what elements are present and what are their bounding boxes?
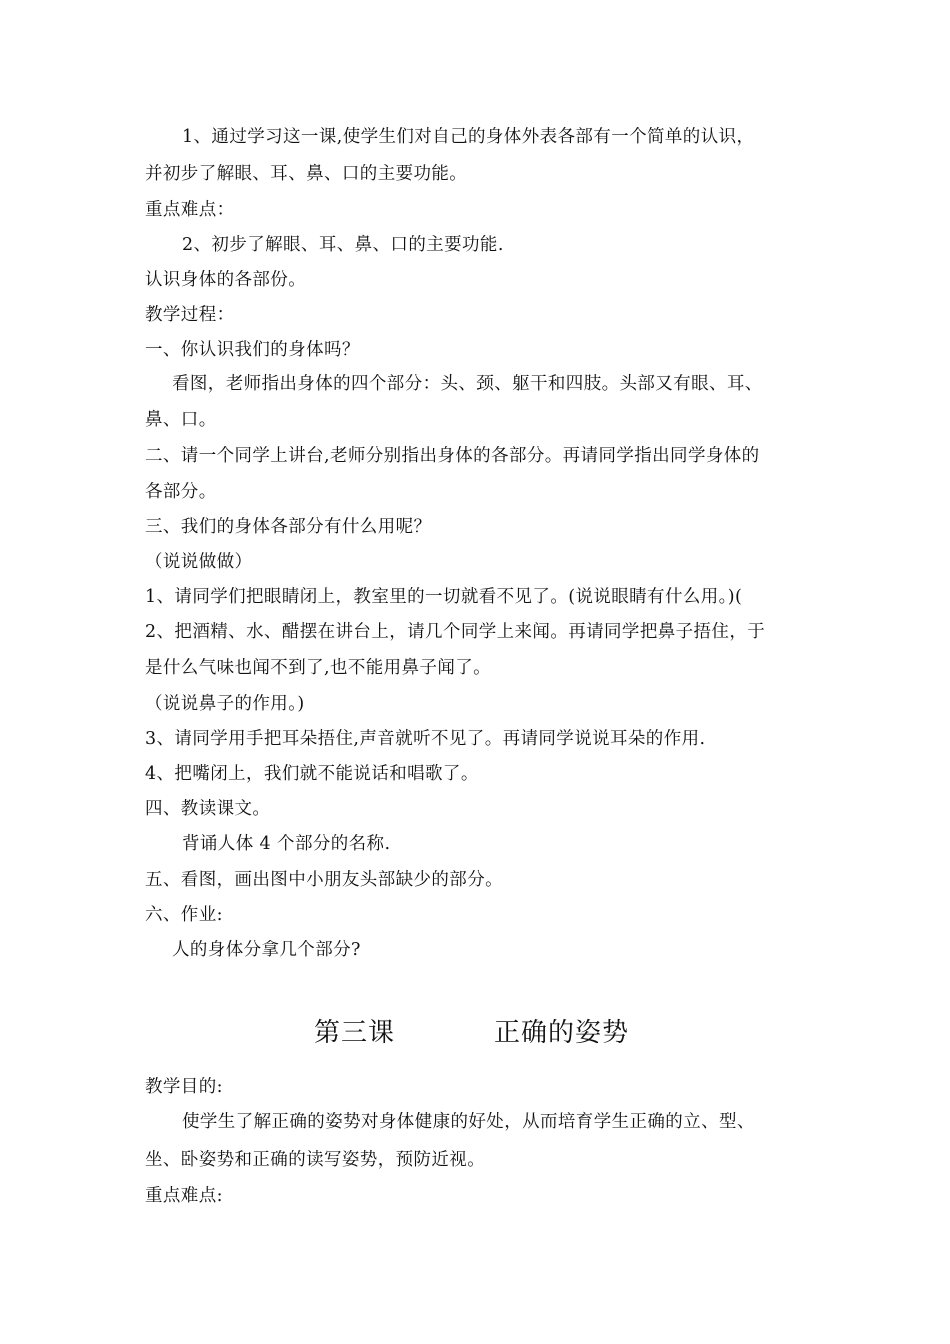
say-and-do-label: （说说做做）: [145, 552, 253, 572]
activity-item-2-line-2: 是什么气味也闻不到了,也不能用鼻子闻了。: [145, 658, 492, 678]
teaching-goal-line-2: 坐、卧姿势和正确的读写姿势，预防近视。: [145, 1150, 486, 1170]
section-four-text: 背诵人体 4 个部分的名称.: [182, 834, 391, 854]
nose-function-note: （说说鼻子的作用。): [145, 694, 305, 714]
section-three-heading: 三、我们的身体各部分有什么用呢？: [145, 517, 432, 537]
objective-paragraph-line-2: 并初步了解眼、耳、鼻、口的主要功能。: [145, 164, 468, 184]
activity-item-4: 4、把嘴闭上，我们就不能说话和唱歌了。: [145, 764, 479, 784]
homework-question: 人的身体分拿几个部分?: [172, 940, 361, 960]
section-one-heading: 一、你认识我们的身体吗？: [145, 340, 360, 360]
activity-item-1: 1、请同学们把眼睛闭上，教室里的一切就看不见了。(说说眼睛有什么用。)(: [145, 587, 743, 607]
difficulty-item: 认识身体的各部份。: [145, 270, 307, 290]
objective-paragraph-line-1: 1、通过学习这一课,使学生们对自己的身体外表各部有一个简单的认识，: [182, 127, 755, 147]
teaching-goal-label: 教学目的:: [145, 1077, 223, 1097]
key-point-item: 2、初步了解眼、耳、鼻、口的主要功能.: [182, 235, 504, 255]
section-two-text-line-2: 各部分。: [145, 482, 217, 502]
section-two-text-line-1: 二、请一个同学上讲台,老师分别指出身体的各部分。再请同学指出同学身体的: [145, 446, 760, 466]
activity-item-2-line-1: 2、把酒精、水、醋摆在讲台上，请几个同学上来闻。再请同学把鼻子捂住，于: [145, 622, 766, 642]
activity-item-3: 3、请同学用手把耳朵捂住,声音就听不见了。再请同学说说耳朵的作用.: [145, 729, 706, 749]
teaching-goal-line-1: 使学生了解正确的姿势对身体健康的好处，从而培育学生正确的立、型、: [182, 1112, 755, 1132]
lesson-number: 第三课: [314, 1018, 396, 1048]
section-five-heading: 五、看图，画出图中小朋友头部缺少的部分。: [145, 870, 503, 890]
lesson-title: 正确的姿势: [494, 1018, 630, 1048]
section-one-text-line-1: 看图，老师指出身体的四个部分：头、颈、躯干和四肢。头部又有眼、耳、: [172, 374, 763, 394]
teaching-process-label: 教学过程：: [145, 305, 235, 325]
lesson-heading: [0, 1013, 950, 1053]
section-six-heading: 六、作业:: [145, 905, 223, 925]
section-one-text-line-2: 鼻、口。: [145, 410, 217, 430]
key-points-label-2: 重点难点:: [145, 1186, 223, 1206]
section-four-heading: 四、教读课文。: [145, 799, 271, 819]
key-points-label: 重点难点：: [145, 200, 235, 220]
